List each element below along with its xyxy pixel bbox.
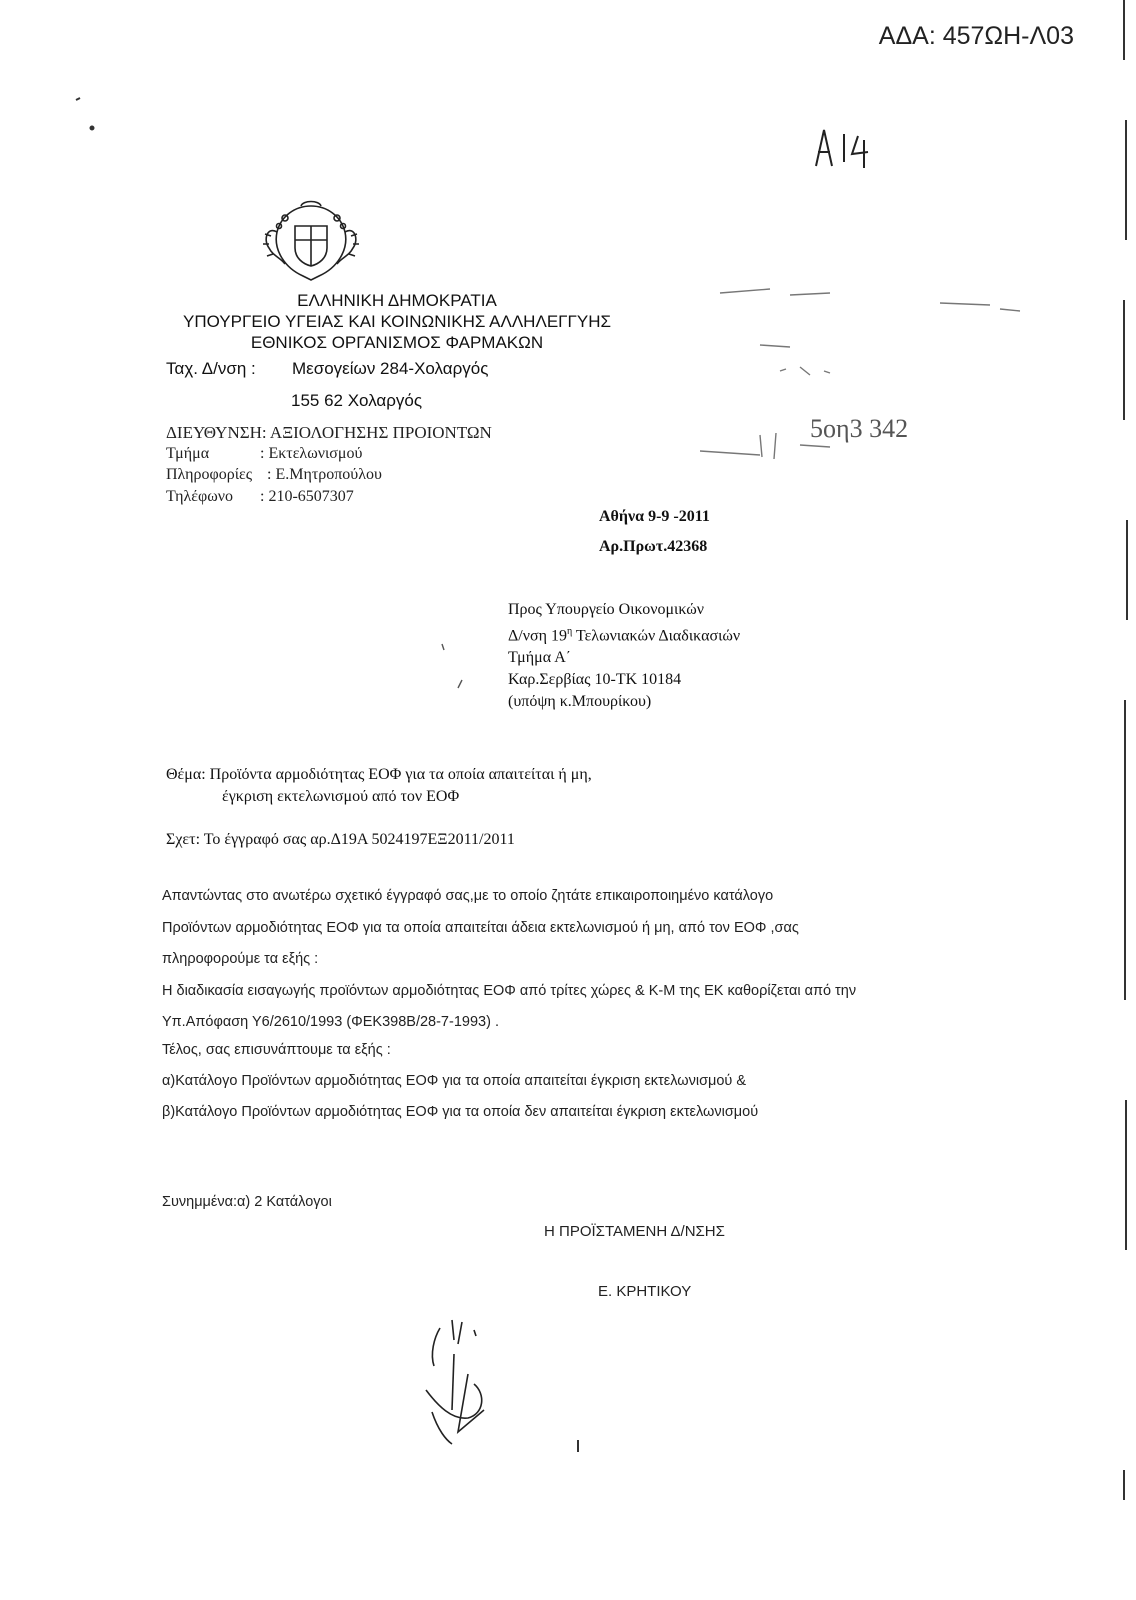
subject-line1: Θέμα: Προϊόντα αρμοδιότητας ΕΟΦ για τα οποία απαιτείται ή μη, <box>166 766 592 783</box>
body-line8: β)Κατάλογο Προϊόντων αρμοδιότητας ΕΟΦ για τα οποία δεν απαιτείται έγκριση εκτελωνισμού <box>162 1104 759 1120</box>
body-line5: Υπ.Απόφαση Υ6/2610/1993 (ΦΕΚ398Β/28-7-1993) . <box>162 1014 499 1030</box>
state-name: ΕΛΛΗΝΙΚΗ ΔΗΜΟΚΡΑΤΙΑ <box>297 291 497 310</box>
body-line2: Προϊόντων αρμοδιότητας ΕΟΦ για τα οποία απαιτείται άδεια εκτελωνισμού ή μη, από τον ΕΟΦ ,σας <box>162 920 799 936</box>
postal-city: 155 62 Χολαργός <box>291 391 423 410</box>
section-label: Τμήμα <box>166 445 210 462</box>
protocol-number: Αρ.Πρωτ.42368 <box>599 538 708 555</box>
ministry-name: ΥΠΟΥΡΓΕΙΟ ΥΓΕΙΑΣ ΚΑΙ ΚΟΙΝΩΝΙΚΗΣ ΑΛΛΗΛΕΓΓΥΗΣ <box>182 312 612 331</box>
recipient-line3: Τμήμα Α΄ <box>508 649 572 667</box>
signature-title: Η ΠΡΟΪΣΤΑΜΕΝΗ Δ/ΝΣΗΣ <box>544 1223 725 1240</box>
ada-code: ΑΔΑ: 457ΩΗ-Λ03 <box>878 22 1074 50</box>
phone-label: Τηλέφωνο <box>166 488 234 505</box>
recipient-line4: Καρ.Σερβίας 10-ΤΚ 10184 <box>508 671 682 689</box>
section-value: : Εκτελωνισμού <box>260 445 363 462</box>
postal-street: Μεσογείων 284-Χολαργός <box>292 359 489 378</box>
organization-name: ΕΘΝΙΚΟΣ ΟΡΓΑΝΙΣΜΟΣ ΦΑΡΜΑΚΩΝ <box>250 333 544 352</box>
date-line: Αθήνα 9-9 -2011 <box>599 508 710 525</box>
phone-value: : 210-6507307 <box>260 488 354 505</box>
body-line6: Τέλος, σας επισυνάπτουμε τα εξής : <box>162 1042 391 1058</box>
recipient-line5: (υπόψη κ.Μπουρίκου) <box>508 693 652 711</box>
body-line3: πληροφορούμε τα εξής : <box>162 951 319 967</box>
directorate: ΔΙΕΥΘΥΝΣΗ: ΑΞΙΟΛΟΓΗΣΗΣ ΠΡΟΙΟΝΤΩΝ <box>166 423 492 442</box>
attachments: Συνημμένα:α) 2 Κατάλογοι <box>162 1194 332 1210</box>
body-line7: α)Κατάλογο Προϊόντων αρμοδιότητας ΕΟΦ για τα οποία απαιτείται έγκριση εκτελωνισμού & <box>162 1073 747 1089</box>
stamp-number: 5οη3 342 <box>810 414 909 443</box>
signature-name: Ε. ΚΡΗΤΙΚΟΥ <box>598 1283 692 1300</box>
body-line1: Απαντώντας στο ανωτέρω σχετικό έγγραφό σας,με το οποίο ζητάτε επικαιροποιημένο κατάλογο <box>162 888 774 904</box>
recipient-line2: Δ/νση $19^\eta$ Τελωνιακών Διαδικασιών <box>508 626 741 645</box>
body-line4: Η διαδικασία εισαγωγής προϊόντων αρμοδιότητας ΕΟΦ από τρίτες χώρες & Κ-Μ της ΕΚ καθορίζεται από την <box>162 983 857 999</box>
info-label: Πληροφορίες <box>166 466 253 483</box>
reference-line: Σχετ: Το έγγραφό σας αρ.Δ19Α 5024197ΕΞ2011/2011 <box>166 831 515 848</box>
info-value: : Ε.Μητροπούλου <box>267 466 382 483</box>
subject-line2: έγκριση εκτελωνισμού από τον ΕΟΦ <box>222 788 460 805</box>
postal-label: Ταχ. Δ/νση : <box>166 359 256 378</box>
recipient-line1: Προς Υπουργείο Οικονομικών <box>508 601 705 618</box>
